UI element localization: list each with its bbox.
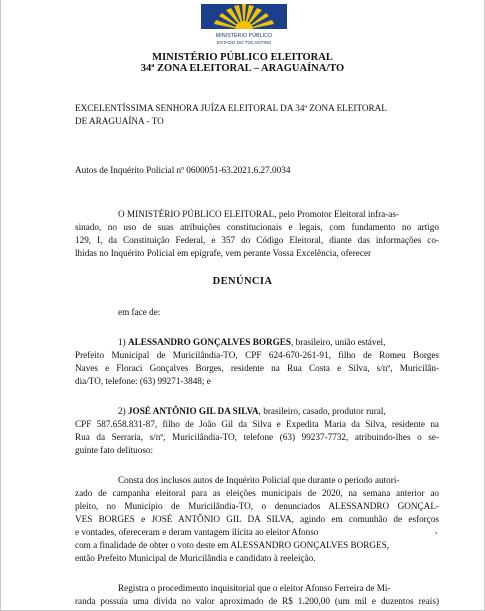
intro-line-3: 129, I, da Constituição Federal, e 357 do Código Eleitoral, diante das informações co-	[75, 235, 439, 245]
document-title: DENÚNCIA	[212, 276, 273, 287]
ministerio-publico-logo	[201, 4, 287, 46]
defendant-1-name: ALESSANDRO GONÇALVES BORGES	[127, 337, 291, 347]
logo-text-ministerio: MINISTÉRIO PÚBLICO	[215, 33, 273, 39]
defendant-2-line-3: Rua da Serraria, s/nº, Muricilândia-TO, telefone (63) 99237-7732, atribuindo-lhes o se-	[75, 432, 439, 442]
defendant-2-qualification: , brasileiro, casado, produtor rural,	[258, 406, 386, 416]
intro-line-2: sinado, no uso de suas atribuições constitucionais e legais, com fundamento no artigo	[75, 222, 439, 232]
sun-emblem-icon	[201, 4, 287, 34]
defendant-2-name: JOSÉ ANTÔNIO GIL DA SILVA	[127, 406, 259, 416]
facts-line-4: VES BORGES e JOSÉ ANTÔNIO GIL DA SILVA, agindo em comunhão de esforços	[75, 514, 439, 524]
defendant-1-line-2: Prefeito Municipal de Muricilândia-TO, CPF 624-670-261-91, filho de Romeu Borges	[75, 350, 439, 360]
facts-line-6: com a finalidade de obter o voto deste em ALESSANDRO GONÇALVES BORGES,	[75, 540, 390, 550]
registro-line-1: Registra o procedimento inquisitorial que o eleitor Afonso Ferreira de Mi-	[118, 583, 391, 593]
facts-line-5-comma: ,	[435, 525, 438, 535]
facts-line-7: então Prefeito Municipal de Muricilândia e candidato à reeleição.	[75, 553, 316, 563]
header-subtitle: 34ª ZONA ELEITORAL – ARAGUAÍNA/TO	[140, 63, 345, 74]
defendant-2-line-2: CPF 587.658.831-87, filho de João Gil da Silva e Expedita Maria da Silva, residente na	[75, 419, 439, 429]
defendant-1-line-3: Naves e Floraci Gonçalves Borges, residente na Rua Costa e Silva, s/nº, Muricilân-	[75, 363, 439, 373]
address-line-1: EXCELENTÍSSIMA SENHORA JUÍZA ELEITORAL DA 34ª ZONA ELEITORAL	[75, 103, 387, 113]
address-line-2: DE ARAGUAÍNA - TO	[75, 116, 164, 126]
defendant-2-number: 2)	[118, 406, 128, 416]
facts-line-3: pleito, no Município de Muricilândia-TO, o denunciados ALESSANDRO GONÇAL-	[75, 501, 439, 511]
facts-line-5: e vontades, ofereceram e deram vantagem ilícita ao eleitor Afonso	[75, 527, 319, 537]
page-border-left	[0, 0, 1, 611]
case-reference: Autos de Inquérito Policial nº 0600051-63.2021.6.27.0034	[75, 165, 291, 175]
intro-line-1: O MINISTÉRIO PÚBLICO ELEITORAL, pelo Promotor Eleitoral infra-as-	[118, 209, 400, 219]
defendant-2-line-1	[118, 405, 386, 418]
registro-line-2: randa possuía uma dívida no valor aproximado de R$ 1.200,00 (um mil e duzentos reais)	[75, 596, 439, 606]
defendant-2-line-4: guinte fato delituoso:	[75, 445, 154, 455]
intro-line-4: lhidas no Inquérito Policial em epígrafe, vem perante Vossa Excelência, oferecer	[75, 248, 372, 258]
defendant-1-number: 1)	[118, 337, 128, 347]
facts-line-2: zado de campanha eleitoral para as eleições municipais de 2020, na semana anterior ao	[75, 488, 439, 498]
header-title: MINISTÉRIO PÚBLICO ELEITORAL	[152, 52, 333, 63]
defendant-1-line-4: dia/TO, telefone: (63) 99271-3848; e	[75, 376, 211, 386]
defendant-1-qualification: , brasileiro, união estável,	[291, 337, 386, 347]
logo-text-estado: ESTADO DO TOCANTINS	[216, 40, 272, 45]
defendant-1-line-1	[118, 336, 385, 349]
em-face-de: em face de:	[118, 307, 161, 317]
facts-line-1: Consta dos inclusos autos de Inquérito Policial que durante o período autori-	[118, 475, 400, 485]
